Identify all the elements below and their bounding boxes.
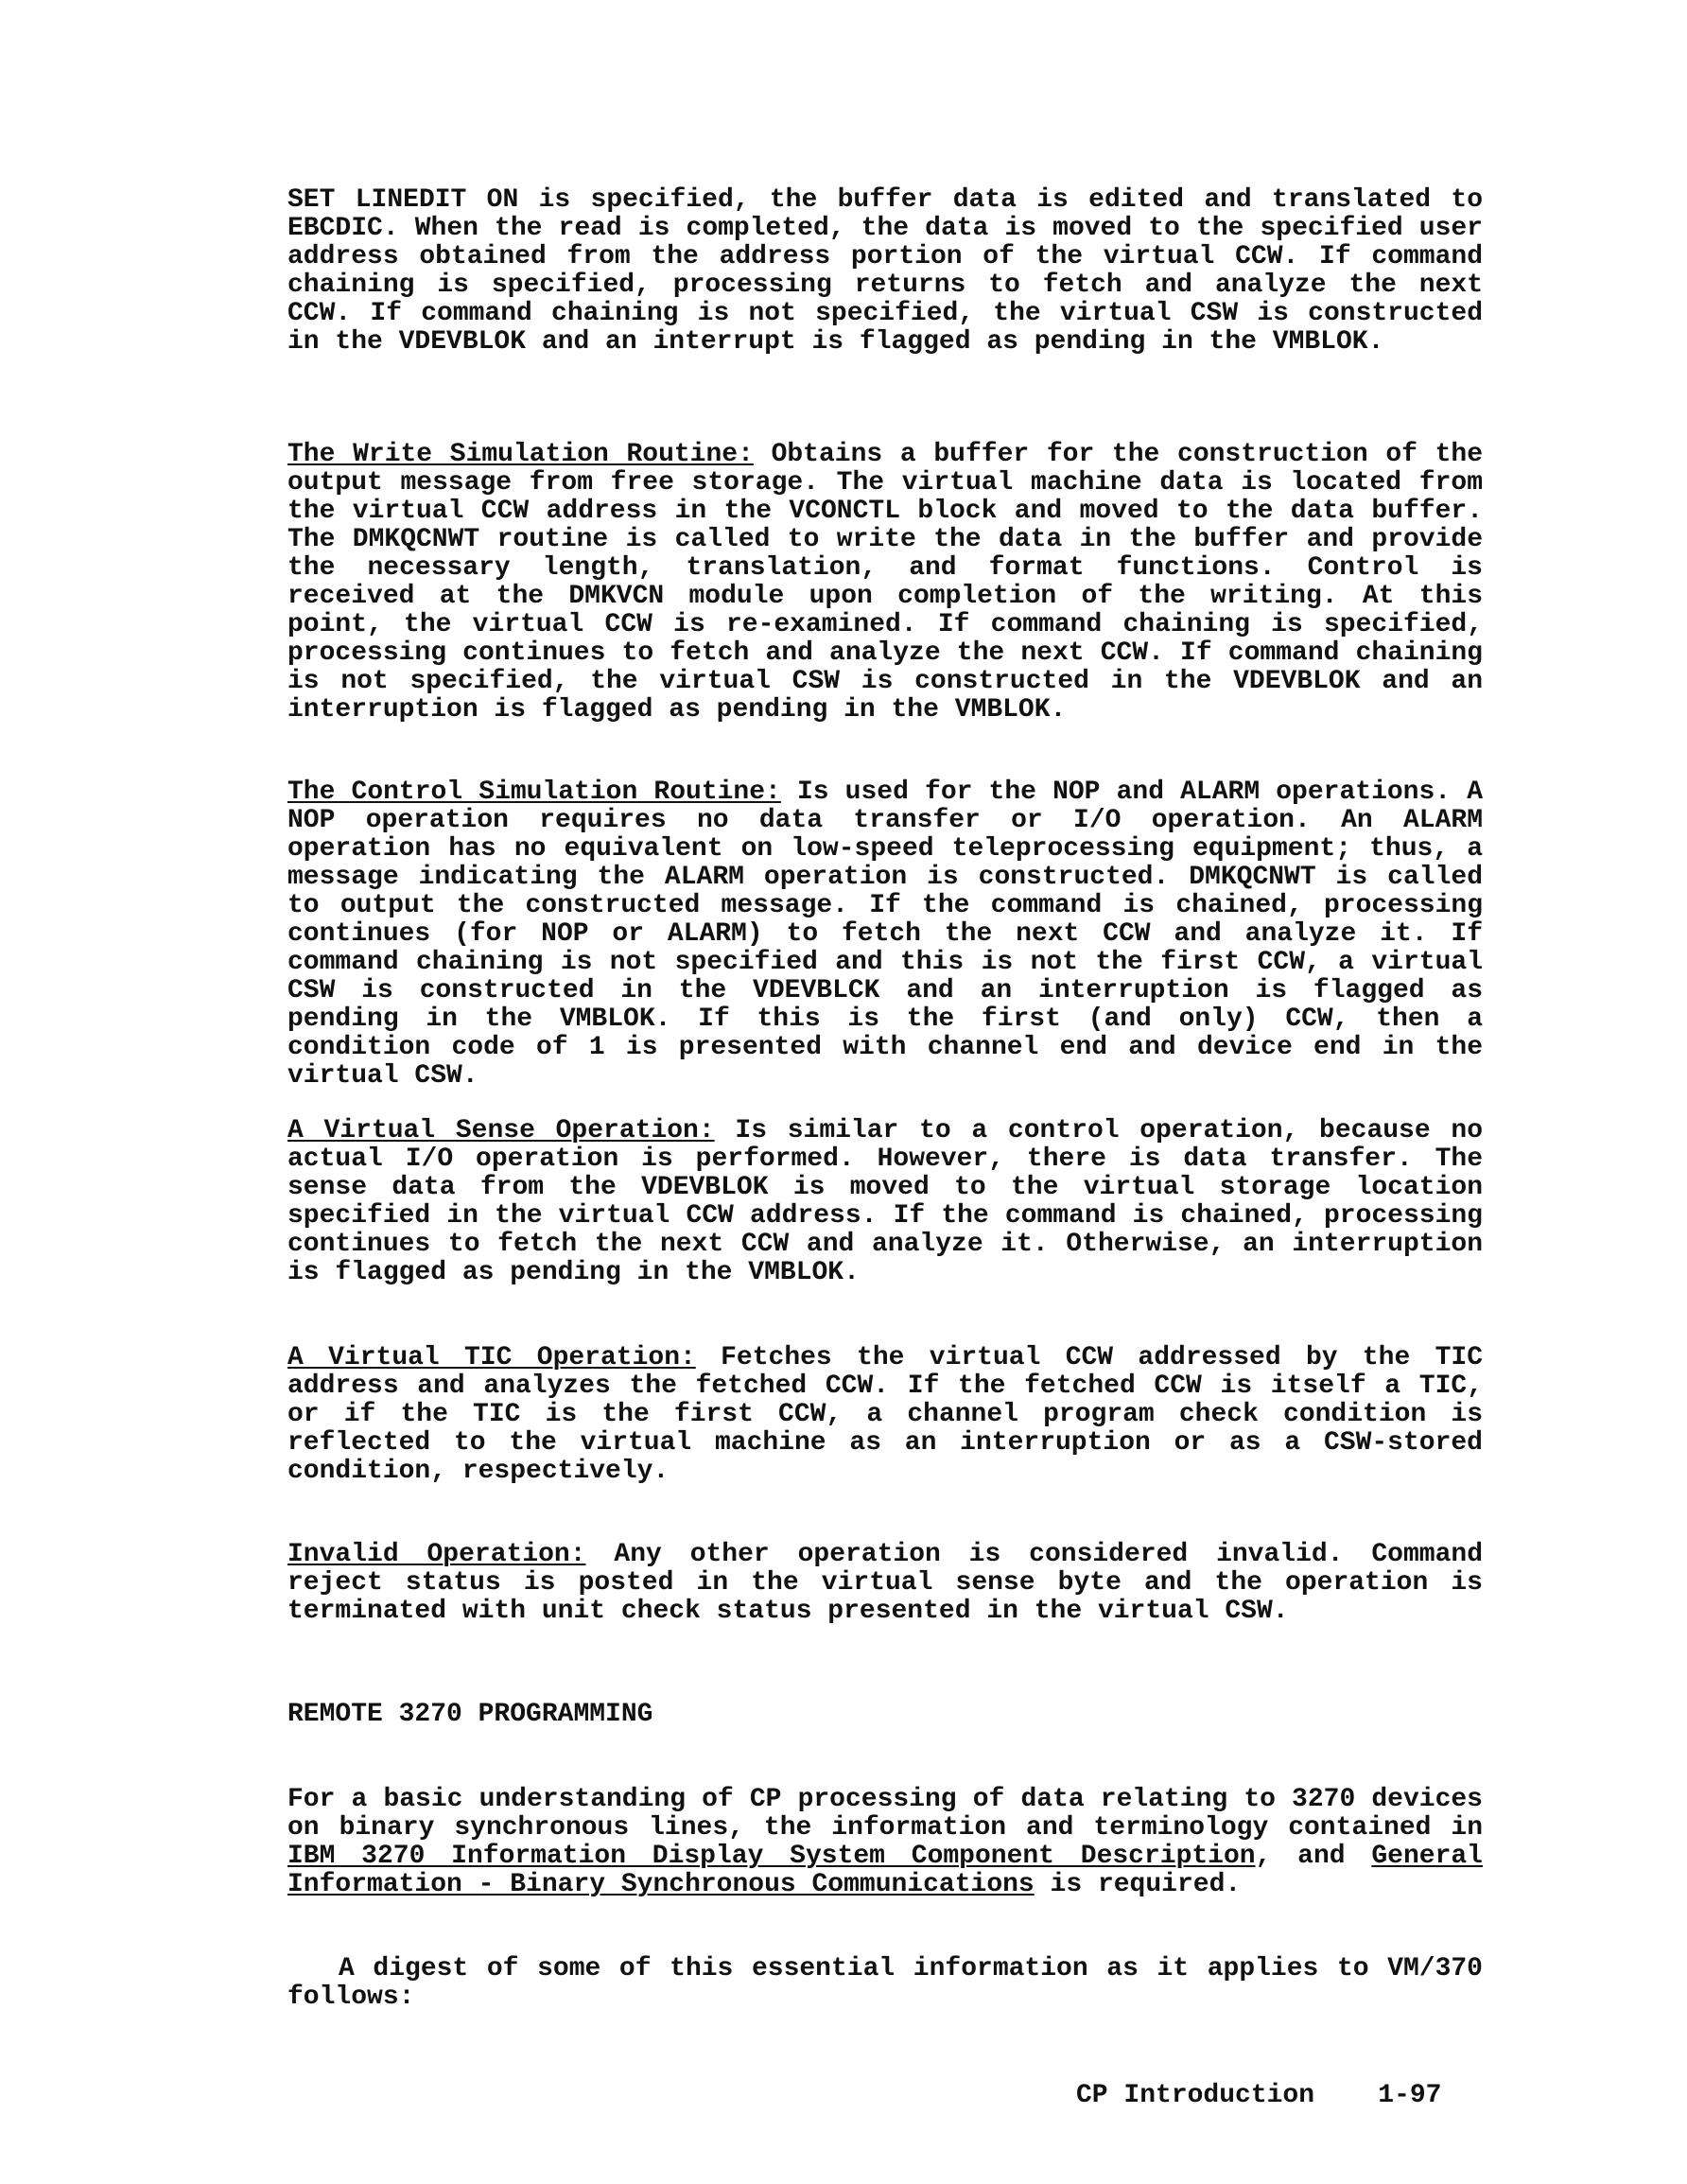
paragraph-body: A digest of some of this essential information as it applies to VM/370 follows: — [287, 1954, 1483, 2012]
paragraph-body: Any other operation is considered invalid. Command reject status is posted in the virtual sense byte and the operation is terminated with unit check status presented in the virtual CSW. — [287, 1540, 1483, 1626]
paragraph-read-simulation-continued — [287, 186, 1483, 357]
paragraph-title: A Virtual Sense Operation: — [287, 1116, 715, 1145]
paragraph-invalid-operation — [287, 1541, 1483, 1626]
paragraph-control-simulation-routine — [287, 778, 1483, 1091]
paragraph-outro: is required. — [1034, 1870, 1242, 1899]
reference-bsc-general-information: General Information - Binary Synchronous Communications — [287, 1842, 1483, 1899]
paragraph-3270-references — [287, 1786, 1483, 1899]
paragraph-title: The Write Simulation Routine: — [287, 440, 754, 469]
paragraph-mid: , and — [1255, 1842, 1372, 1871]
paragraph-body: Obtains a buffer for the construction of the output message from free storage. The virtual machine data is located from the virtual CCW address in the VCONCTL block and moved to the data buffer. The DMKQCNWT routine is called to write the data in the buffer and provide the necessary length, translation, and format functions. Control is received at the DMKVCN module upon completion of the writing. At this point, the virtual CCW is re-examined. If command chaining is specified, processing continues to fetch and analyze the next CCW. If command chaining is not specified, the virtual CSW is constructed in the VDEVBLOK and an interruption is flagged as pending in the VMBLOK. — [287, 440, 1484, 725]
paragraph-intro: For a basic understanding of CP processing of data relating to 3270 devices on binary synchronous lines, the information and terminology contained in — [287, 1785, 1483, 1843]
paragraph-body: Is similar to a control operation, because no actual I/O operation is performed. However, there is data transfer. The sense data from the VDEVBLOK is moved to the virtual storage location specified in the virtual CCW address. If the command is chained, processing continues to fetch the next CCW and analyze it. Otherwise, an interruption is flagged as pending in the VMBLOK. — [287, 1116, 1483, 1287]
paragraph-title: A Virtual TIC Operation: — [287, 1343, 696, 1372]
paragraph-write-simulation-routine — [287, 441, 1483, 725]
paragraph-body: Fetches the virtual CCW addressed by the TIC address and analyzes the fetched CCW. If the fetched CCW is itself a TIC, or if the TIC is the first CCW, a channel program check condition is reflected to the virtual machine as an interruption or as a CSW-stored condition, respectively. — [287, 1343, 1483, 1486]
paragraph-body: Is used for the NOP and ALARM operations. A NOP operation requires no data transfer or I/O operation. An ALARM operation has no equivalent on low-speed teleprocessing equipment; thus, a message indicating the ALARM operation is constructed. DMKQCNWT is called to output the constructed message. If the command is chained, processing continues (for NOP or ALARM) to fetch the next CCW and analyze it. If command chaining is not specified and this is not the first CCW, a virtual CSW is constructed in the VDEVBLCK and an interruption is flagged as pending in the VMBLOK. If this is the first (and only) CCW, then a condition code of 1 is presented with channel end and device end in the virtual CSW. — [287, 778, 1483, 1091]
paragraph-virtual-tic-operation — [287, 1344, 1483, 1486]
paragraph-digest-intro — [287, 1955, 1483, 2012]
page-number: 1-97 — [1378, 2081, 1442, 2110]
paragraph-title: The Control Simulation Routine: — [287, 778, 781, 807]
footer-section-title: CP Introduction — [1076, 2081, 1315, 2110]
page-footer — [1076, 2082, 1441, 2110]
reference-component-description: IBM 3270 Information Display System Component Description — [287, 1842, 1256, 1871]
paragraph-virtual-sense-operation — [287, 1117, 1483, 1287]
section-heading: REMOTE 3270 PROGRAMMING — [287, 1700, 653, 1729]
paragraph-title: Invalid Operation: — [287, 1540, 586, 1569]
paragraph-body: SET LINEDIT ON is specified, the buffer data is edited and translated to EBCDIC. When the read is completed, the data is moved to the specified user address obtained from the address portion of the virtual CCW. If command chaining is specified, processing returns to fetch and analyze the next CCW. If command chaining is not specified, the virtual CSW is constructed in the VDEVBLOK and an interrupt is flagged as pending in the VMBLOK. — [287, 185, 1483, 357]
